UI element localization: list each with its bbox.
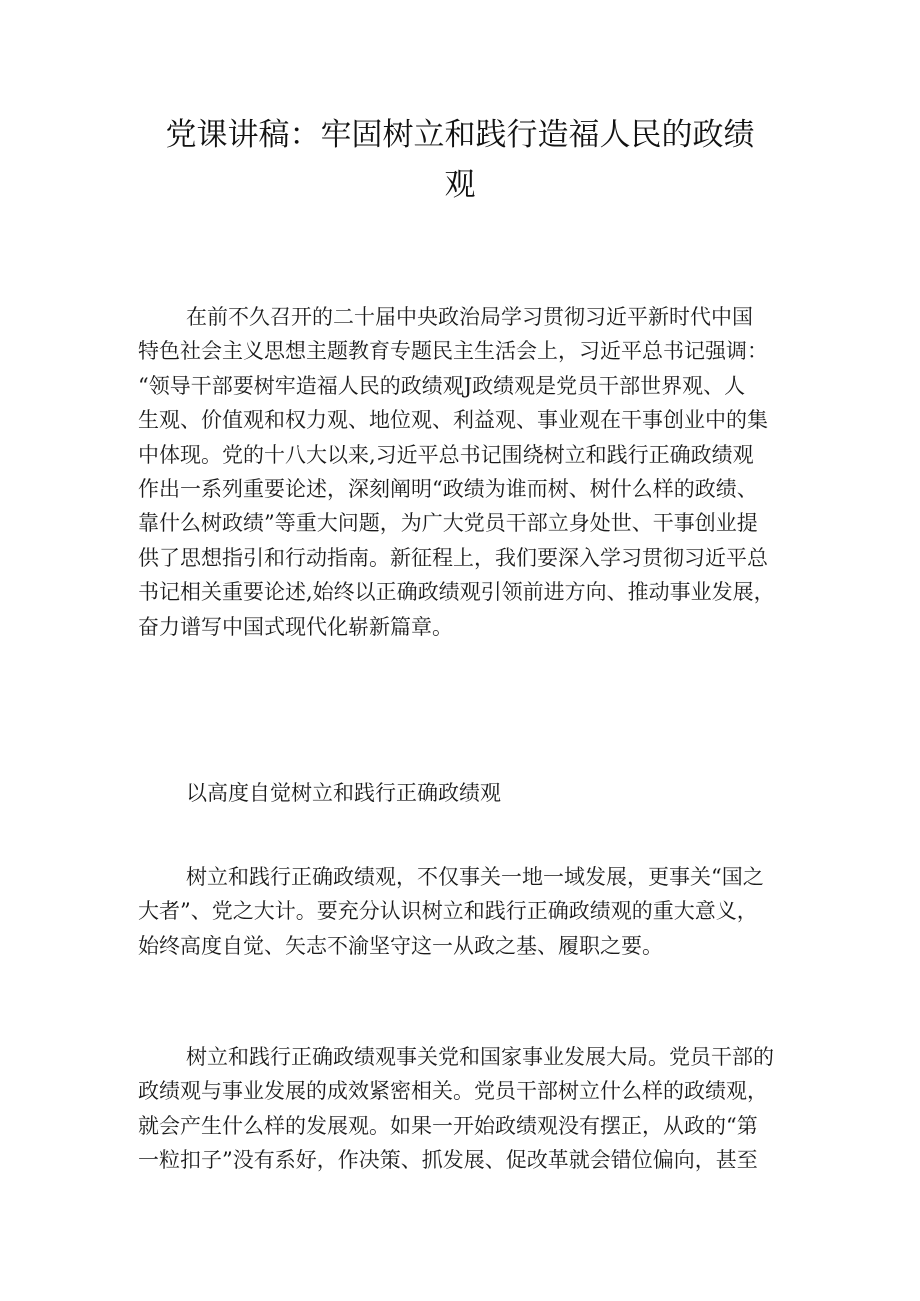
title-line: 观	[444, 167, 476, 203]
text-line: 就会产生什么样的发展观。如果一开始政绩观没有摆正，从政的“第	[138, 1113, 758, 1138]
paragraph-3	[138, 1040, 798, 1178]
text-line: 始终高度自觉、矢志不渝坚守这一从政之基、履职之要。	[138, 933, 663, 958]
text-line: 奋力谱写中国式现代化崭新篇章。	[138, 614, 453, 639]
text-line: 树立和践行正确政绩观事关党和国家事业发展大局。党员干部的	[186, 1045, 774, 1069]
text-line: 作出一系列重要论述，深刻阐明“政绩为谁而树、树什么样的政绩、	[138, 476, 758, 501]
heading-text: 以高度自觉树立和践行正确政绩观	[186, 781, 501, 805]
section-heading	[138, 776, 798, 810]
text-line: 大者”、党之大计。要充分认识树立和践行正确政绩观的重大意义，	[138, 899, 758, 924]
text-line: 政绩观与事业发展的成效紧密相关。党员干部树立什么样的政绩观，	[138, 1079, 768, 1104]
title-line: 党课讲稿：牢固树立和践行造福人民的政绩	[165, 117, 755, 153]
text-line: 树立和践行正确政绩观，不仅事关一地一域发展，更事关“国之	[186, 865, 764, 889]
text-line: 生观、价值观和权力观、地位观、利益观、事业观在干事创业中的集	[138, 408, 768, 433]
text-line: 靠什么树政绩”等重大问题，为广大党员干部立身处世、干事创业提	[138, 511, 758, 536]
paragraph-1	[138, 300, 798, 644]
text-line: “领导干部要树牢造福人民的政绩观J政绩观是党员干部世界观、人	[138, 373, 746, 398]
document-title	[130, 110, 790, 210]
text-line: 一粒扣子”没有系好，作决策、抓发展、促改革就会错位偏向，甚至	[138, 1148, 758, 1173]
text-line: 书记相关重要论述,始终以正确政绩观引领前进方向、推动事业发展，	[138, 580, 775, 605]
text-line: 中体现。党的十八大以来,习近平总书记围绕树立和践行正确政绩观	[138, 442, 754, 467]
text-line: 在前不久召开的二十届中央政治局学习贯彻习近平新时代中国	[186, 305, 753, 329]
text-line: 特色社会主义思想主题教育专题民主生活会上，习近平总书记强调：	[138, 339, 768, 364]
text-line: 供了思想指引和行动指南。新征程上，我们要深入学习贯彻习近平总	[138, 545, 768, 570]
paragraph-2	[138, 860, 798, 963]
